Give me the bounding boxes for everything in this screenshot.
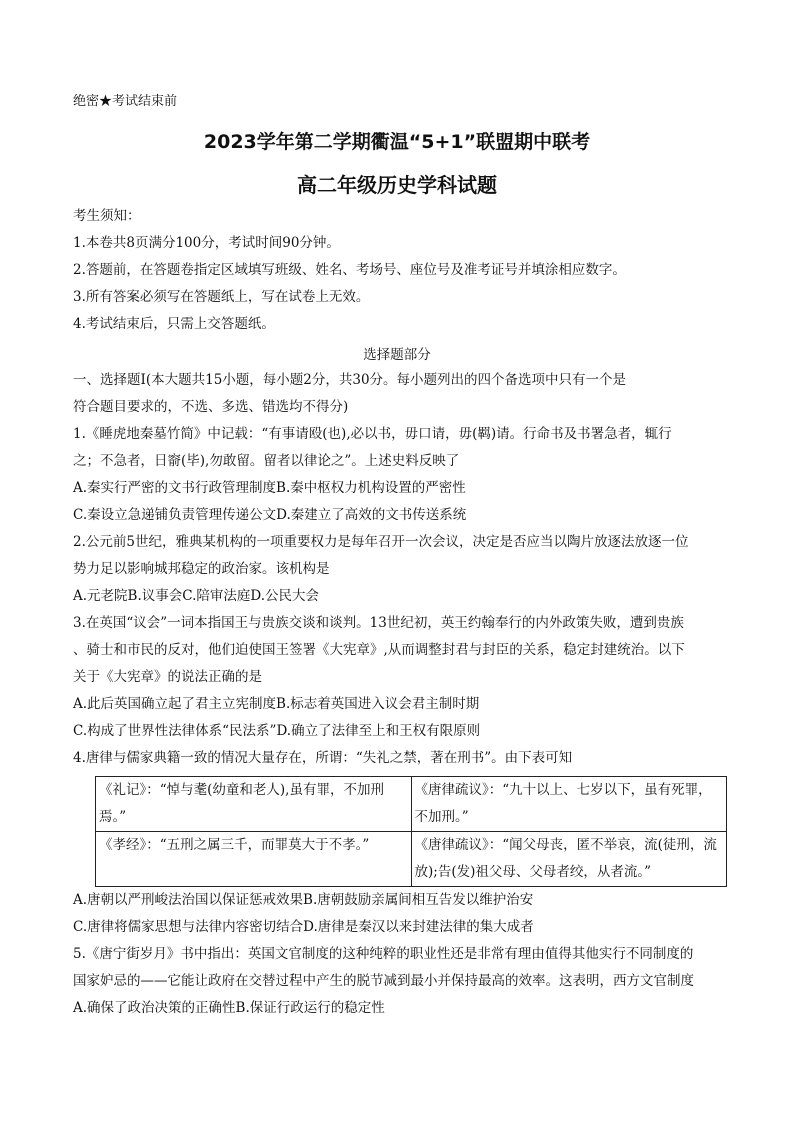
q3-options-1: A.此后英国确立起了君主立宪制度B.标志着英国进入议会君主制时期 xyxy=(73,696,480,712)
q1-stem-2: 之；不急者，日窬(毕),勿敢留。留者以律论之”。上述史料反映了 xyxy=(73,453,460,469)
notice-item-3: 3.所有答案必须写在答题纸上，写在试卷上无效。 xyxy=(73,289,370,305)
q2-options-1: A.元老院B.议事会C.陪审法庭D.公民大会 xyxy=(73,588,320,604)
table-cell-liji: 《礼记》：“悼与耄(幼童和老人),虽有罪，不加刑焉。” xyxy=(96,777,412,832)
q3-stem-2: 、骑士和市民的反对，他们迫使国王签署《大宪章》,从而调整封君与封臣的关系，稳定封建统治。以下 xyxy=(73,642,685,658)
q1-options-1: A.秦实行严密的文书行政管理制度B.秦中枢权力机构设置的严密性 xyxy=(73,480,466,496)
notice-item-2: 2.答题前，在答题卷指定区域填写班级、姓名、考场号、座位号及准考证号并填涂相应数字。 xyxy=(73,262,626,278)
q4-options-1: A.唐朝以严刑峻法治国以保证惩戒效果B.唐朝鼓励亲属间相互告发以维护治安 xyxy=(73,892,534,908)
q2-stem-1: 2.公元前5世纪，雅典某机构的一项重要权力是每年召开一次会议，决定是否应当以陶片放逐法放逐一位 xyxy=(73,534,689,550)
confidential-label: 绝密★考试结束前 xyxy=(73,94,178,109)
q4-comparison-table xyxy=(95,776,727,887)
exam-subtitle: 高二年级历史学科试题 xyxy=(297,173,497,197)
exam-title: 2023学年第二学期衢温“5+1”联盟期中联考 xyxy=(203,131,591,153)
q5-stem-1: 5.《唐宁街岁月》书中指出：英国文官制度的这种纯粹的职业性还是非常有理由值得其他实行不同制度的 xyxy=(73,946,694,962)
q2-stem-2: 势力足以影响城邦稳定的政治家。该机构是 xyxy=(73,561,330,577)
notice-item-1: 1.本卷共8页满分100分，考试时间90分钟。 xyxy=(73,235,340,251)
notice-heading: 考生须知： xyxy=(73,208,141,224)
q1-options-2: C.秦设立急递铺负责管理传递公文D.秦建立了高效的文书传送系统 xyxy=(73,507,467,523)
q4-options-2: C.唐律将儒家思想与法律内容密切结合D.唐律是秦汉以来封建法律的集大成者 xyxy=(73,919,534,935)
q3-stem-1: 3.在英国“议会”一词本指国王与贵族交谈和谈判。13世纪初，英王约翰奉行的内外政策失败，遭到贵族 xyxy=(73,615,684,631)
q1-stem-1: 1.《睡虎地秦墓竹简》中记载：“有事请殴(也),必以书，毋口请，毋(羁)请。行命书及书署急者，辄行 xyxy=(73,426,672,442)
notice-item-4: 4.考试结束后，只需上交答题纸。 xyxy=(73,316,275,332)
table-row xyxy=(96,832,727,887)
section-instruction-2: 符合题目要求的，不选、多选、错选均不得分) xyxy=(73,399,349,415)
table-cell-xiaojing: 《孝经》：“五刑之属三千，而罪莫大于不孝。” xyxy=(96,832,412,887)
q5-stem-2: 国家妒忌的——它能让政府在交替过程中产生的脱节减到最小并保持最高的效率。这表明，西方文官制度 xyxy=(73,973,694,989)
section-title: 选择题部分 xyxy=(363,347,431,363)
section-instruction-1: 一、选择题Ⅰ(本大题共15小题，每小题2分，共30分。每小题列出的四个备选项中只有一个是 xyxy=(73,372,627,388)
table-cell-tanglv-1: 《唐律疏议》：“九十以上、七岁以下，虽有死罪，不加刑。” xyxy=(411,777,727,832)
q4-stem-1: 4.唐律与儒家典籍一致的情况大量存在，所谓：“失礼之禁，著在刑书”。由下表可知 xyxy=(73,750,573,766)
table-row xyxy=(96,777,727,832)
q3-stem-3: 关于《大宪章》的说法正确的是 xyxy=(73,669,262,685)
table-cell-tanglv-2: 《唐律疏议》：“闻父母丧，匿不举哀，流(徒刑，流放);告(发)祖父母、父母者绞，从者流。” xyxy=(411,832,727,887)
q5-options-1: A.确保了政治决策的正确性B.保证行政运行的稳定性 xyxy=(73,1000,385,1016)
q3-options-2: C.构成了世界性法律体系“民法系”D.确立了法律至上和王权有限原则 xyxy=(73,723,481,739)
